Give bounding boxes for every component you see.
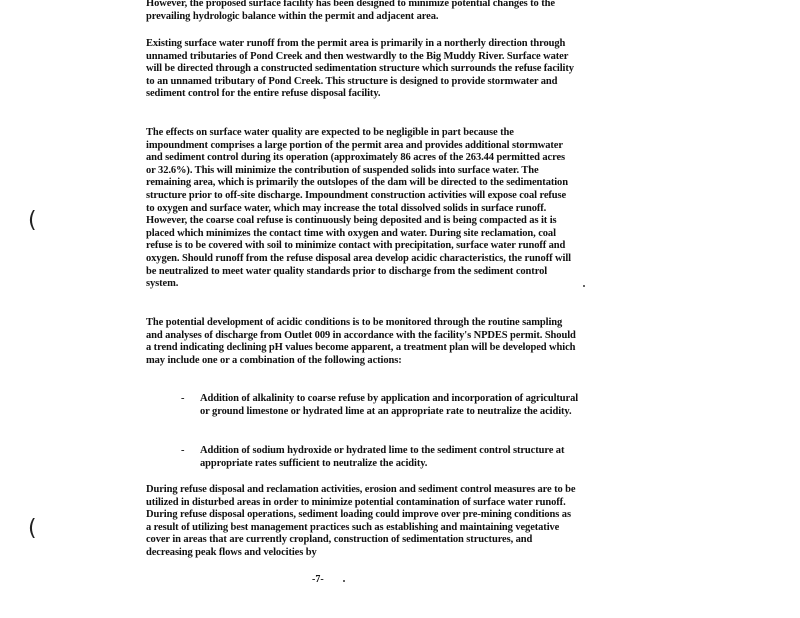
paragraph-erosion-control: During refuse disposal and reclamation activities, erosion and sediment control measures are to be utilized in disturbed areas in order to minimize potential contamination of surface water runoff. During refuse disposal operations, sediment loading could improve over pre-mining conditions as a result of utilizing best management practices such as establishing and maintaining vegetative cover in areas that are currently cropland, construction of sedimentation structures, and decreasing peak flows and velocities by [146, 484, 576, 558]
paragraph-acidic-conditions: The potential development of acidic conditions is to be monitored through the routine sampling and analyses of discharge from Outlet 009 in accordance with the facility's NPDES permit. Should a trend indicating declining pH values become apparent, a treatment plan will be developed which may include one or a combination of the following actions: [146, 317, 576, 366]
margin-binding-mark: ( [28, 208, 37, 233]
margin-binding-mark: ( [28, 516, 37, 541]
paragraph-surface-runoff: Existing surface water runoff from the permit area is primarily in a northerly direction through unnamed tributaries of Pond Creek and then westwardly to the Big Muddy River. Surface water will be directed through a constructed sedimentation structure which surrounds the refuse facility to an unnamed tributary of Pond Creek. This structure is designed to provide stormwater and sediment control for the entire refuse disposal facility. [146, 38, 574, 100]
bullet-text: Addition of sodium hydroxide or hydrated lime to the sediment control structure at appropriate rates sufficient to neutralize the acidity. [200, 445, 565, 469]
bullet-text: Addition of alkalinity to coarse refuse by application and incorporation of agricultural or ground limestone or hydrated lime at an appropriate rate to neutralize the acidity. [200, 393, 579, 417]
bullet-item-sodium-hydroxide [181, 445, 581, 470]
bullet-item-alkalinity [181, 393, 581, 418]
scan-speck [583, 285, 585, 287]
paragraph-water-quality: The effects on surface water quality are expected to be negligible in part because the impoundment comprises a large portion of the permit area and provides additional stormwater and sediment control during its operation (approximately 86 acres of the 263.44 permitted acres or 32.6%). This will minimize the contribution of suspended solids into surface water. The remaining area, which is primarily the outslopes of the dam will be directed to the sedimentation structure prior to off-site discharge. Impoundment construction activities will expose coal refuse to oxygen and surface water, which may increase the total dissolved solids in surface runoff. However, the coarse coal refuse is continuously being deposited and is being compacted as it is placed which minimizes the contact time with oxygen and water. During site reclamation, coal refuse is to be covered with soil to minimize contact with precipitation, surface water runoff and oxygen. Should runoff from the refuse disposal area develop acidic characteristics, the runoff will be neutralized to meet water quality standards prior to discharge from the sediment control system. [146, 127, 571, 290]
paragraph-hydrologic-balance: However, the proposed surface facility has been designed to minimize potential changes to the prevailing hydrologic balance within the permit and adjacent area. [146, 0, 555, 22]
page-number: -7- [312, 574, 324, 585]
bullet-dash: - [181, 393, 185, 404]
bullet-dash: - [181, 445, 185, 456]
scan-speck [343, 580, 345, 582]
